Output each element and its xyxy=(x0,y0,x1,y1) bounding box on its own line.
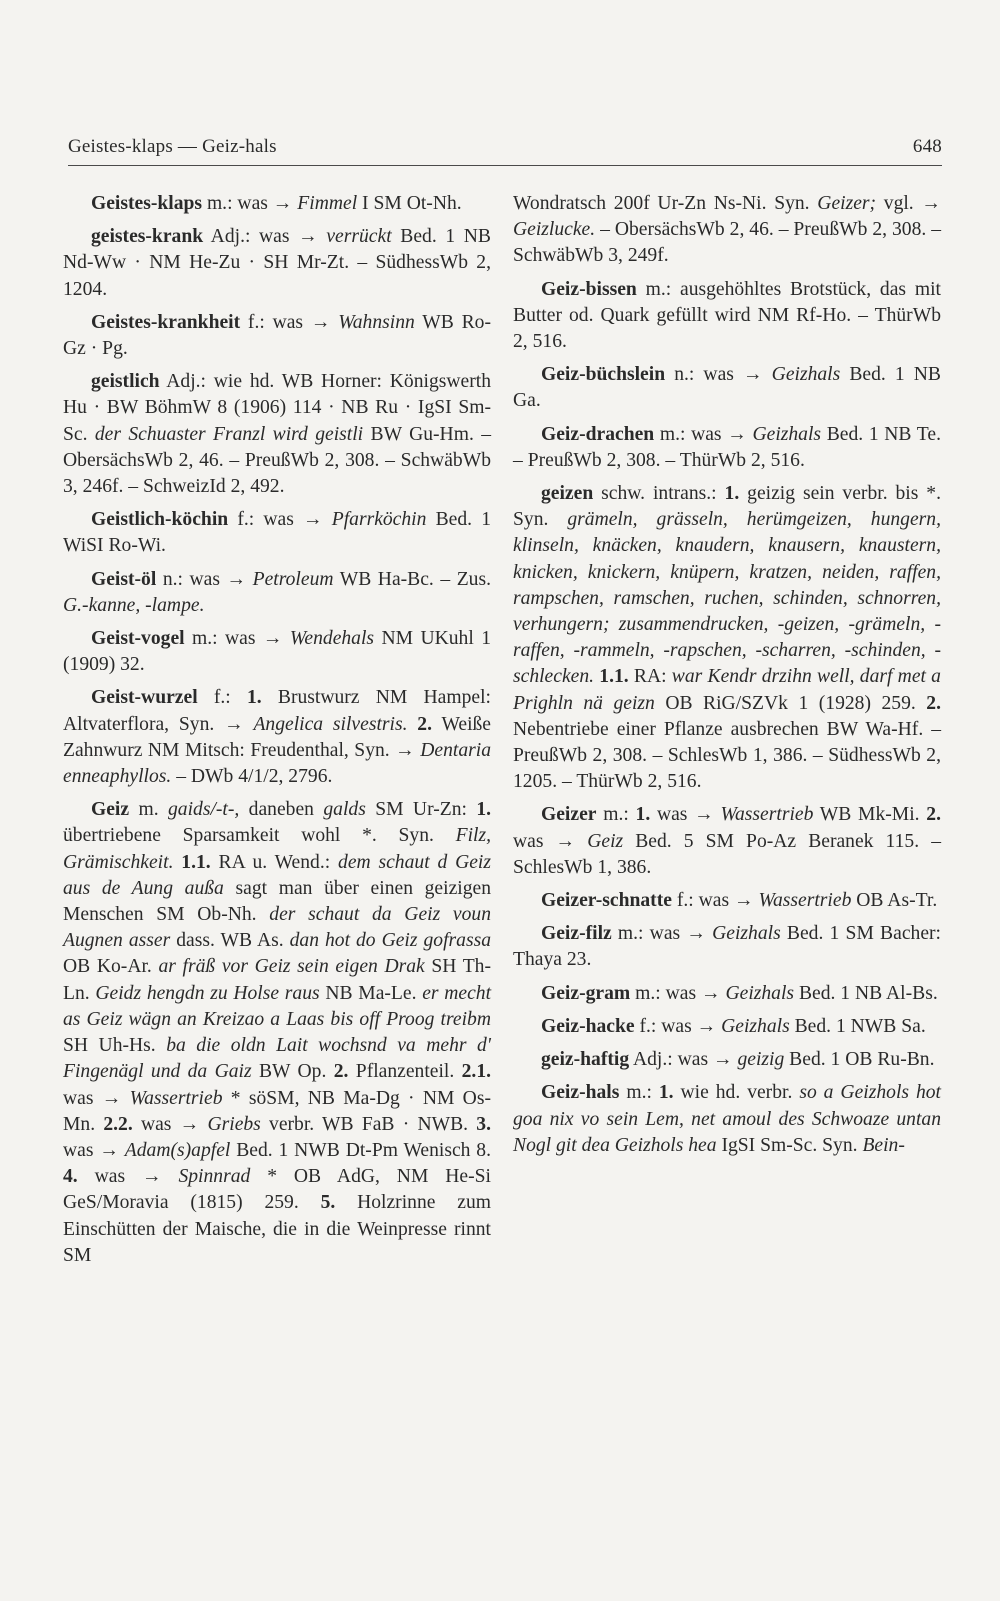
entry-text: sagt man über einen geizigen Menschen SM Ob-Nh. xyxy=(63,877,492,926)
entry-geizer xyxy=(513,802,941,881)
entry-text: 2. xyxy=(417,713,432,735)
entry-text: 1.1. xyxy=(599,666,629,688)
entry-text: Dentaria enneaphyllos. xyxy=(63,739,491,788)
entry-text: Bed. 1 NWB Dt-Pm Wenisch 8. xyxy=(230,1139,491,1161)
entry-text: m.: xyxy=(619,1082,659,1104)
entry-text: WB Ha-Bc. – Zus. xyxy=(333,568,491,590)
entry-headword: geiz-haftig xyxy=(541,1049,630,1071)
entry-headword: Geiz xyxy=(91,799,130,821)
entry-text: m.: was → xyxy=(611,923,713,945)
entry-text: – ObersächsWb 2, 46. – PreußWb 2, 308. – SchwäbWb 3, 249f. xyxy=(513,219,941,267)
running-header xyxy=(68,131,942,166)
entry-text: was → xyxy=(63,1139,125,1161)
entry-text: Bed. 5 SM Po-Az Beranek 115. – SchlesWb 1, 386. xyxy=(513,830,941,878)
entry-text: geizig xyxy=(737,1049,785,1071)
entry-text: Adj.: was → xyxy=(629,1049,738,1071)
entry-headword: Geizer-schnatte xyxy=(541,890,672,912)
entry-text: vgl. → xyxy=(876,193,942,214)
entry-geistes-krank xyxy=(63,224,491,303)
entry-text: was → xyxy=(63,1087,130,1109)
entry-text: Geizer; xyxy=(817,193,877,214)
entry-text: Geizhals xyxy=(752,423,822,445)
entry-headword: Geist-öl xyxy=(91,568,157,590)
entry-geizen xyxy=(513,481,941,795)
entry-geiz-filz xyxy=(513,921,941,973)
entry-text: verbr. WB FaB · NWB. xyxy=(260,1113,477,1135)
entry-geiz-drachen xyxy=(513,422,941,474)
entry-text: grämeln, grässeln, herümgeizen, hungern, klinseln, knäcken, knaudern, knausern, knaustern, knicken, knickern, knüpern, kratzen, neiden, raffen, rampschen, ramschen, ruchen, schinden, schnorren, verhungern; zusammendrucken, -geizen, -grämeln, -raffen, -rammeln, -rapschen, -scharren, -schinden, -schlecken. xyxy=(513,509,941,688)
entry-text: 3. xyxy=(476,1113,491,1135)
entry-text: Wendehals xyxy=(289,628,375,650)
entry-text: Wahnsinn xyxy=(338,311,415,333)
entry-text: Wassertrieb xyxy=(758,890,852,912)
entry-geiz-hacke xyxy=(513,1014,941,1040)
entry-headword: Geist-vogel xyxy=(91,628,185,650)
entry-text: f.: was → xyxy=(228,509,332,531)
entry-text: 2.1. xyxy=(461,1061,492,1083)
entry-text: Griebs xyxy=(207,1113,261,1135)
entry-text: f.: was → xyxy=(671,890,759,912)
entry-headword: Geist-wurzel xyxy=(91,687,198,709)
entry-geiz-buechslein xyxy=(513,362,941,414)
entry-headword: Geizer xyxy=(541,804,597,826)
entry-text xyxy=(407,714,417,735)
entry-text: galds xyxy=(323,799,366,821)
entry-text: ar fräß vor Geiz sein eigen Drak xyxy=(158,956,425,978)
entry-text: f.: was → xyxy=(634,1015,722,1037)
entry-text: 2. xyxy=(926,804,941,826)
entry-text: was → xyxy=(513,830,588,852)
entry-text: SH Uh-Hs. xyxy=(63,1035,167,1057)
entry-text: verrückt xyxy=(326,226,392,248)
entry-text: Geidz hengdn zu Holse raus xyxy=(95,982,320,1004)
entry-text: Angelica silvestris. xyxy=(253,713,408,735)
entry-text: m.: ausgehöhltes Brotstück, das mit Butter od. Quark gefüllt wird NM Rf-Ho. – ThürWb 2, 516. xyxy=(513,278,941,353)
entry-text: 5. xyxy=(320,1192,336,1214)
entry-geiz-bissen xyxy=(513,277,941,356)
entry-text: BW Op. xyxy=(251,1061,334,1083)
entry-text: Pfarrköchin xyxy=(331,509,427,531)
entry-text: Bed. 1 OB Ru-Bn. xyxy=(784,1049,935,1071)
entry-text: Geiz xyxy=(587,830,624,852)
entry-text: Bein- xyxy=(862,1134,905,1156)
entry-text: NM UKuhl 1 (1909) 32. xyxy=(63,628,491,676)
entry-headword: geizen xyxy=(541,483,594,505)
entry-text: Spinnrad xyxy=(178,1166,251,1188)
entry-text: I SM Ot-Nh. xyxy=(357,193,462,214)
entry-text: – DWb 4/1/2, 2796. xyxy=(171,766,333,788)
entry-text: übertriebene Sparsamkeit wohl *. Syn. xyxy=(63,825,456,847)
entry-text: 2.2. xyxy=(103,1113,133,1135)
entry-headword: Geiz-hacke xyxy=(541,1015,635,1037)
entry-text: m.: was → xyxy=(654,423,753,445)
entry-headword: Geiz-filz xyxy=(541,923,612,945)
entry-text: schw. intrans.: xyxy=(593,483,725,505)
entry-text: Adj.: was → xyxy=(203,226,327,248)
entry-text: SM Ur-Zn: xyxy=(365,799,477,821)
running-title: Geistes-klaps — Geiz-hals xyxy=(68,136,277,157)
entry-text: Pflanzenteil. xyxy=(348,1061,462,1083)
entry-text: RA: xyxy=(628,666,672,688)
entry-geist-oel xyxy=(63,567,491,619)
entry-text: Brustwurz NM Hampel: Altvaterflora, Syn. → xyxy=(63,687,491,735)
entry-text: ba die oldn Lait wochsnd va mehr d' Fingenägl und da Gaiz xyxy=(63,1035,491,1083)
entry-text: 2. xyxy=(333,1061,349,1083)
entry-text: Wassertrieb xyxy=(129,1087,223,1109)
page-number: 648 xyxy=(912,136,942,157)
entry-text: war Kendr drzihn well, darf met a Prighln nä geizn xyxy=(513,666,941,714)
entry-text: was → xyxy=(77,1166,179,1188)
entry-headword: Geiz-gram xyxy=(541,982,631,1004)
entry-headword: Geiz-büchslein xyxy=(541,364,666,386)
entry-headword: Geiz-drachen xyxy=(541,423,655,445)
entry-text: 1. xyxy=(658,1082,674,1104)
entry-headword: Geiz-hals xyxy=(541,1082,620,1104)
entry-text: Fimmel xyxy=(297,193,358,214)
entry-geistlich-koechin xyxy=(63,507,491,559)
entry-geistlich xyxy=(63,369,491,500)
entry-text: Bed. 1 NB Ga. xyxy=(513,364,941,412)
entry-text: Wondratsch 200f Ur-Zn Ns-Ni. Syn. xyxy=(513,193,818,214)
entry-text: dan hot do Geiz gofrassa xyxy=(289,930,491,952)
entry-text: der Schuaster Franzl wird geistli xyxy=(94,423,364,445)
entry-geist-wurzel xyxy=(63,685,491,790)
entry-text: Adj.: wie hd. WB Horner: Königswerth Hu · BW BöhmW 8 (1906) 114 · NB Ru · IgSI Sm-Sc. xyxy=(63,371,491,445)
entry-headword: geistes-krank xyxy=(91,226,204,248)
entry-text: Nebentriebe einer Pflanze ausbrechen BW Wa-Hf. – PreußWb 2, 308. – SchlesWb 1, 386. – SüdhessWb 2, 1205. – ThürWb 2, 516. xyxy=(513,718,941,793)
entry-text: m.: was → xyxy=(630,982,726,1004)
entry-text: 2. xyxy=(926,692,941,714)
entry-headword: Geistlich-köchin xyxy=(91,509,229,531)
entry-text: 1. xyxy=(724,483,740,505)
entry-text: OB Ko-Ar. xyxy=(63,956,159,978)
entry-text: NB Ma-Le. xyxy=(319,982,423,1004)
entry-text: n.: was → xyxy=(665,364,772,386)
entry-geiz-gram xyxy=(513,981,941,1007)
entry-headword: Geistes-klaps xyxy=(91,193,203,214)
entry-geiz xyxy=(63,797,491,1269)
entry-geizer-schnatte xyxy=(513,888,941,914)
entry-text: Geizhals xyxy=(771,364,841,386)
entry-text: dem schaut d Geiz aus de Aung außa xyxy=(63,851,491,899)
entry-text: Wassertrieb xyxy=(720,804,814,826)
entry-text: * OB AdG, NM He-Si GeS/Moravia (1815) 259. xyxy=(63,1166,491,1214)
entry-text: OB RiG/SZVk 1 (1928) 259. xyxy=(654,692,927,714)
entry-text: G.-kanne, -lampe. xyxy=(63,594,205,616)
entry-geiz-cont xyxy=(513,191,941,270)
entry-text: wie hd. verbr. xyxy=(673,1082,800,1104)
entry-text: * söSM, NB Ma-Dg · NM Os-Mn. xyxy=(63,1087,491,1135)
entry-text: gaids/-t-, xyxy=(168,799,240,821)
entry-text: IgSI Sm-Sc. Syn. xyxy=(716,1134,863,1156)
entry-text: Geizhals xyxy=(721,1015,790,1037)
entry-headword: Geistes-krankheit xyxy=(91,311,241,333)
entry-text: Adam(s)apfel xyxy=(124,1139,231,1161)
entry-text: Bed. 1 NWB Sa. xyxy=(789,1015,926,1037)
entry-text: Bed. 1 NB Nd-Ww · NM He-Zu · SH Mr-Zt. – SüdhessWb 2, 1204. xyxy=(63,226,492,300)
entry-text: f.: xyxy=(197,687,247,709)
entry-text: m.: xyxy=(596,804,636,826)
entry-text: Filz, Grämischkeit. xyxy=(63,825,491,873)
entry-text: SH Th-Ln. xyxy=(63,956,492,1004)
entry-text: m.: was → xyxy=(184,628,290,650)
entry-geiz-haftig xyxy=(513,1047,941,1073)
entry-text: Bed. 1 SM Bacher: Thaya 23. xyxy=(513,923,941,971)
entry-text: Bed. 1 NB Te. – PreußWb 2, 308. – ThürWb 2, 516. xyxy=(513,423,941,471)
entry-text: 4. xyxy=(63,1166,78,1188)
entry-text: f.: was → xyxy=(240,311,339,333)
entry-text: der schaut da Geiz voun Augnen asser xyxy=(63,904,492,952)
entry-text: Geizlucke. xyxy=(513,219,596,241)
entry-text: was → xyxy=(650,804,721,826)
entry-headword: geistlich xyxy=(91,371,160,393)
entry-geistes-krankheit xyxy=(63,310,491,362)
entry-text: Weiße Zahnwurz NM Mitsch: Freudenthal, Syn. → xyxy=(63,713,492,761)
entry-text: 1. xyxy=(476,799,492,821)
entry-text: geizig sein verbr. bis *. Syn. xyxy=(513,483,941,531)
entry-text: 1. xyxy=(635,804,651,826)
entry-text: Geizhals xyxy=(725,982,795,1004)
entry-text: Holzrinne zum Einschütten der Maische, die in die Weinpresse rinnt SM xyxy=(63,1192,491,1266)
entry-text: er mecht as Geiz wägn an Kreizao a Laas bis off Proog treibm xyxy=(63,982,492,1030)
entry-geistes-klaps xyxy=(63,191,491,217)
entry-text: 1. xyxy=(246,687,262,709)
right-column xyxy=(513,191,941,1166)
entry-text: 1.1. xyxy=(181,851,211,873)
entry-geiz-hals xyxy=(513,1080,941,1159)
entry-text: Geizhals xyxy=(712,923,781,945)
entry-text: RA u. Wend.: xyxy=(210,851,339,873)
left-column xyxy=(63,191,491,1276)
entry-geist-vogel xyxy=(63,626,491,678)
entry-text: Bed. 1 NB Al-Bs. xyxy=(794,982,938,1004)
entry-text: so a Geizhols hot goa nix vo sein Lem, net amoul des Schwoaze untan Nogl git dea Geizhols hea xyxy=(513,1082,941,1156)
entry-text: dass. WB As. xyxy=(170,930,290,952)
entry-text: WB Ro-Gz · Pg. xyxy=(63,311,491,360)
entry-text: WB Mk-Mi. xyxy=(813,804,927,826)
entry-text: was → xyxy=(132,1113,208,1135)
entry-headword: Geiz-bissen xyxy=(541,278,637,300)
entry-text: daneben xyxy=(239,799,324,821)
entry-text: m. xyxy=(129,799,168,821)
entry-text: Bed. 1 WiSI Ro-Wi. xyxy=(63,509,491,557)
entry-text: n.: was → xyxy=(156,568,253,590)
entry-text: Petroleum xyxy=(252,568,334,590)
entry-text: OB As-Tr. xyxy=(851,890,938,912)
entry-text: BW Gu-Hm. – ObersächsWb 2, 46. – PreußWb 2, 308. – SchwäbWb 3, 246f. – SchweizId 2, 492. xyxy=(63,423,492,498)
entry-text: m.: was → xyxy=(202,193,298,214)
